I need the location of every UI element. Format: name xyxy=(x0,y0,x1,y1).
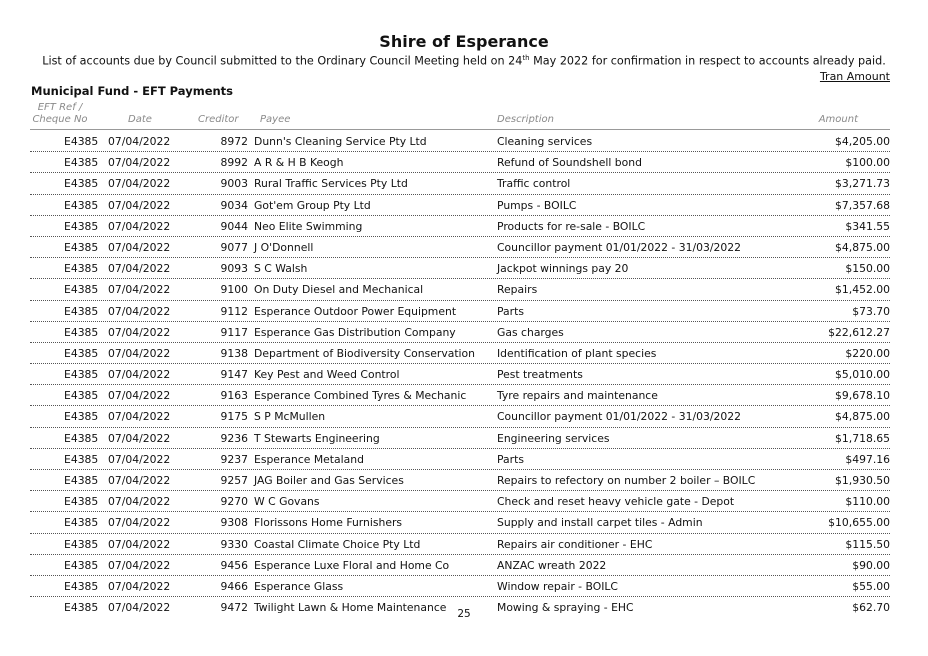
row-amount: $7,357.68 xyxy=(835,198,890,212)
row-amount: $497.16 xyxy=(845,452,890,466)
row-ref: E4385 xyxy=(64,495,99,509)
row-creditor: 9270 xyxy=(220,495,248,509)
row-payee: Department of Biodiversity Conservation xyxy=(254,346,476,360)
row-creditor: 9147 xyxy=(220,368,248,382)
row-ref: E4385 xyxy=(64,579,99,593)
payments-table-body xyxy=(30,131,890,617)
table-row xyxy=(30,322,890,343)
row-amount: $1,718.65 xyxy=(835,431,890,445)
row-creditor: 9117 xyxy=(220,325,248,339)
row-description: Engineering services xyxy=(497,431,610,445)
row-creditor: 8992 xyxy=(220,156,248,170)
row-date: 07/04/2022 xyxy=(108,135,171,148)
row-amount: $341.55 xyxy=(845,219,890,233)
table-row xyxy=(30,152,890,173)
table-row xyxy=(30,343,890,364)
row-creditor: 9330 xyxy=(220,537,248,551)
table-row xyxy=(30,279,890,300)
row-amount: $22,612.27 xyxy=(828,325,890,339)
row-description: Pumps - BOILC xyxy=(497,198,577,212)
row-date: 07/04/2022 xyxy=(108,579,171,593)
row-payee: Florissons Home Furnishers xyxy=(254,516,403,530)
row-creditor: 8972 xyxy=(220,135,248,148)
row-description: Refund of Soundshell bond xyxy=(497,156,642,170)
tran-amount-label: Tran Amount xyxy=(819,70,890,83)
header-description: Description xyxy=(497,114,554,125)
row-payee: Esperance Gas Distribution Company xyxy=(254,325,456,339)
row-description: Products for re-sale - BOILC xyxy=(497,219,646,233)
row-date: 07/04/2022 xyxy=(108,346,171,360)
row-description: Tyre repairs and maintenance xyxy=(497,389,658,403)
row-ref: E4385 xyxy=(64,135,99,148)
row-ref: E4385 xyxy=(64,240,99,254)
subtitle-text-end: May 2022 for confirmation in respect to accounts already paid. xyxy=(529,54,886,68)
row-payee: Coastal Climate Choice Pty Ltd xyxy=(254,537,421,551)
table-row xyxy=(30,555,890,576)
row-ref: E4385 xyxy=(64,156,99,170)
table-row xyxy=(30,131,890,152)
row-description: Repairs air conditioner - EHC xyxy=(497,537,653,551)
row-amount: $73.70 xyxy=(852,304,890,318)
table-row xyxy=(30,491,890,512)
row-amount: $115.50 xyxy=(845,537,890,551)
row-date: 07/04/2022 xyxy=(108,304,171,318)
row-ref: E4385 xyxy=(64,452,99,466)
row-date: 07/04/2022 xyxy=(108,452,171,466)
page-number: 25 xyxy=(457,608,471,620)
row-amount: $62.70 xyxy=(852,601,890,615)
row-payee: T Stewarts Engineering xyxy=(254,431,380,445)
table-row xyxy=(30,216,890,237)
row-payee: Key Pest and Weed Control xyxy=(254,368,400,382)
table-row xyxy=(30,449,890,470)
subtitle-text-start: List of accounts due by Council submitted to the Ordinary Council Meeting held on 24 xyxy=(42,54,523,68)
table-row xyxy=(30,512,890,533)
row-description: Identification of plant species xyxy=(497,346,657,360)
row-amount: $90.00 xyxy=(852,558,890,572)
header-ref-line1: EFT Ref / xyxy=(37,102,83,113)
row-creditor: 9077 xyxy=(220,240,248,254)
table-row xyxy=(30,428,890,449)
document-title: Shire of Esperance xyxy=(379,32,549,51)
row-description: Councillor payment 01/01/2022 - 31/03/2022 xyxy=(497,240,741,254)
row-description: Councillor payment 01/01/2022 - 31/03/2022 xyxy=(497,410,741,424)
row-ref: E4385 xyxy=(64,219,99,233)
row-amount: $1,930.50 xyxy=(835,474,890,487)
row-date: 07/04/2022 xyxy=(108,558,171,572)
row-amount: $3,271.73 xyxy=(835,177,890,191)
row-payee: Neo Elite Swimming xyxy=(254,219,363,233)
row-ref: E4385 xyxy=(64,283,99,297)
row-ref: E4385 xyxy=(64,177,99,191)
row-amount: $100.00 xyxy=(845,156,890,170)
row-description: Traffic control xyxy=(497,177,571,191)
row-creditor: 9237 xyxy=(220,452,248,466)
row-date: 07/04/2022 xyxy=(108,262,171,276)
section-title: Municipal Fund - EFT Payments xyxy=(31,84,234,98)
row-amount: $220.00 xyxy=(845,346,890,360)
row-description: Jackpot winnings pay 20 xyxy=(497,262,629,276)
row-description: Mowing & spraying - EHC xyxy=(497,601,634,615)
row-payee: Esperance Metaland xyxy=(254,452,364,466)
header-ref-line2: Cheque No xyxy=(32,114,88,125)
row-description: Gas charges xyxy=(497,325,564,339)
row-payee: S P McMullen xyxy=(254,410,326,424)
table-row xyxy=(30,301,890,322)
row-ref: E4385 xyxy=(64,346,99,360)
row-creditor: 9100 xyxy=(220,283,248,297)
header-date: Date xyxy=(128,114,152,125)
row-amount: $10,655.00 xyxy=(828,516,890,530)
row-description: Check and reset heavy vehicle gate - Depot xyxy=(497,495,735,509)
row-amount: $55.00 xyxy=(852,579,890,593)
row-date: 07/04/2022 xyxy=(108,537,171,551)
row-creditor: 9003 xyxy=(220,177,248,191)
row-date: 07/04/2022 xyxy=(108,325,171,339)
row-payee: Esperance Combined Tyres & Mechanic xyxy=(254,389,467,403)
row-date: 07/04/2022 xyxy=(108,474,171,487)
table-header xyxy=(30,102,890,130)
row-date: 07/04/2022 xyxy=(108,198,171,212)
row-ref: E4385 xyxy=(64,537,99,551)
row-creditor: 9472 xyxy=(220,601,248,615)
row-amount: $4,205.00 xyxy=(835,135,890,148)
row-ref: E4385 xyxy=(64,516,99,530)
header-amount: Amount xyxy=(818,114,858,125)
row-amount: $4,875.00 xyxy=(835,410,890,424)
row-creditor: 9093 xyxy=(220,262,248,276)
row-description: Window repair - BOILC xyxy=(497,579,618,593)
row-payee: Dunn's Cleaning Service Pty Ltd xyxy=(254,135,427,148)
table-row xyxy=(30,385,890,406)
row-creditor: 9175 xyxy=(220,410,248,424)
row-ref: E4385 xyxy=(64,389,99,403)
row-payee: W C Govans xyxy=(254,495,320,509)
row-amount: $5,010.00 xyxy=(835,368,890,382)
row-date: 07/04/2022 xyxy=(108,431,171,445)
row-payee: Esperance Outdoor Power Equipment xyxy=(254,304,457,318)
row-payee: On Duty Diesel and Mechanical xyxy=(254,283,424,297)
row-description: Repairs to refectory on number 2 boiler – BOILC xyxy=(497,474,756,487)
row-ref: E4385 xyxy=(64,474,99,487)
table-row xyxy=(30,534,890,555)
row-ref: E4385 xyxy=(64,410,99,424)
row-payee: Got'em Group Pty Ltd xyxy=(254,198,371,212)
row-payee: Esperance Luxe Floral and Home Co xyxy=(254,558,450,572)
row-amount: $1,452.00 xyxy=(835,283,890,297)
row-amount: $150.00 xyxy=(845,262,890,276)
row-ref: E4385 xyxy=(64,198,99,212)
row-date: 07/04/2022 xyxy=(108,516,171,530)
row-creditor: 9308 xyxy=(220,516,248,530)
row-date: 07/04/2022 xyxy=(108,156,171,170)
header-ref xyxy=(30,102,90,126)
table-row xyxy=(30,406,890,427)
row-creditor: 9112 xyxy=(220,304,248,318)
row-creditor: 9138 xyxy=(220,346,248,360)
row-payee: Esperance Glass xyxy=(254,579,344,593)
row-date: 07/04/2022 xyxy=(108,410,171,424)
table-row xyxy=(30,237,890,258)
table-row xyxy=(30,364,890,385)
row-creditor: 9034 xyxy=(220,198,248,212)
row-date: 07/04/2022 xyxy=(108,283,171,297)
header-divider xyxy=(30,129,890,130)
row-ref: E4385 xyxy=(64,368,99,382)
row-date: 07/04/2022 xyxy=(108,219,171,233)
row-amount: $110.00 xyxy=(845,495,890,509)
row-description: ANZAC wreath 2022 xyxy=(497,558,607,572)
row-creditor: 9257 xyxy=(220,474,248,487)
row-date: 07/04/2022 xyxy=(108,495,171,509)
row-ref: E4385 xyxy=(64,325,99,339)
header-payee: Payee xyxy=(260,114,291,125)
table-row xyxy=(30,173,890,194)
row-payee: Twilight Lawn & Home Maintenance xyxy=(254,601,447,615)
table-row xyxy=(30,195,890,216)
row-description: Parts xyxy=(497,304,524,318)
row-description: Pest treatments xyxy=(497,368,583,382)
row-description: Repairs xyxy=(497,283,538,297)
row-ref: E4385 xyxy=(64,262,99,276)
row-creditor: 9466 xyxy=(220,579,248,593)
row-payee: S C Walsh xyxy=(254,262,308,276)
row-description: Supply and install carpet tiles - Admin xyxy=(497,516,703,530)
subtitle-superscript: th xyxy=(522,54,530,62)
row-amount: $9,678.10 xyxy=(835,389,890,403)
row-description: Parts xyxy=(497,452,524,466)
row-date: 07/04/2022 xyxy=(108,177,171,191)
row-ref: E4385 xyxy=(64,558,99,572)
header-creditor: Creditor xyxy=(198,114,239,125)
row-creditor: 9236 xyxy=(220,431,248,445)
row-creditor: 9163 xyxy=(220,389,248,403)
row-ref: E4385 xyxy=(64,304,99,318)
table-row xyxy=(30,470,890,491)
row-creditor: 9456 xyxy=(220,558,248,572)
row-date: 07/04/2022 xyxy=(108,240,171,254)
row-ref: E4385 xyxy=(64,601,99,615)
row-payee: Rural Traffic Services Pty Ltd xyxy=(254,177,408,191)
row-amount: $4,875.00 xyxy=(835,240,890,254)
row-ref: E4385 xyxy=(64,431,99,445)
row-creditor: 9044 xyxy=(220,219,248,233)
row-date: 07/04/2022 xyxy=(108,389,171,403)
document-subtitle xyxy=(0,54,928,68)
row-payee: A R & H B Keogh xyxy=(254,156,344,170)
row-description: Cleaning services xyxy=(497,135,593,148)
row-payee: J O'Donnell xyxy=(254,240,314,254)
row-payee: JAG Boiler and Gas Services xyxy=(254,474,404,487)
row-date: 07/04/2022 xyxy=(108,368,171,382)
table-row xyxy=(30,576,890,597)
row-date: 07/04/2022 xyxy=(108,601,171,615)
table-row xyxy=(30,258,890,279)
